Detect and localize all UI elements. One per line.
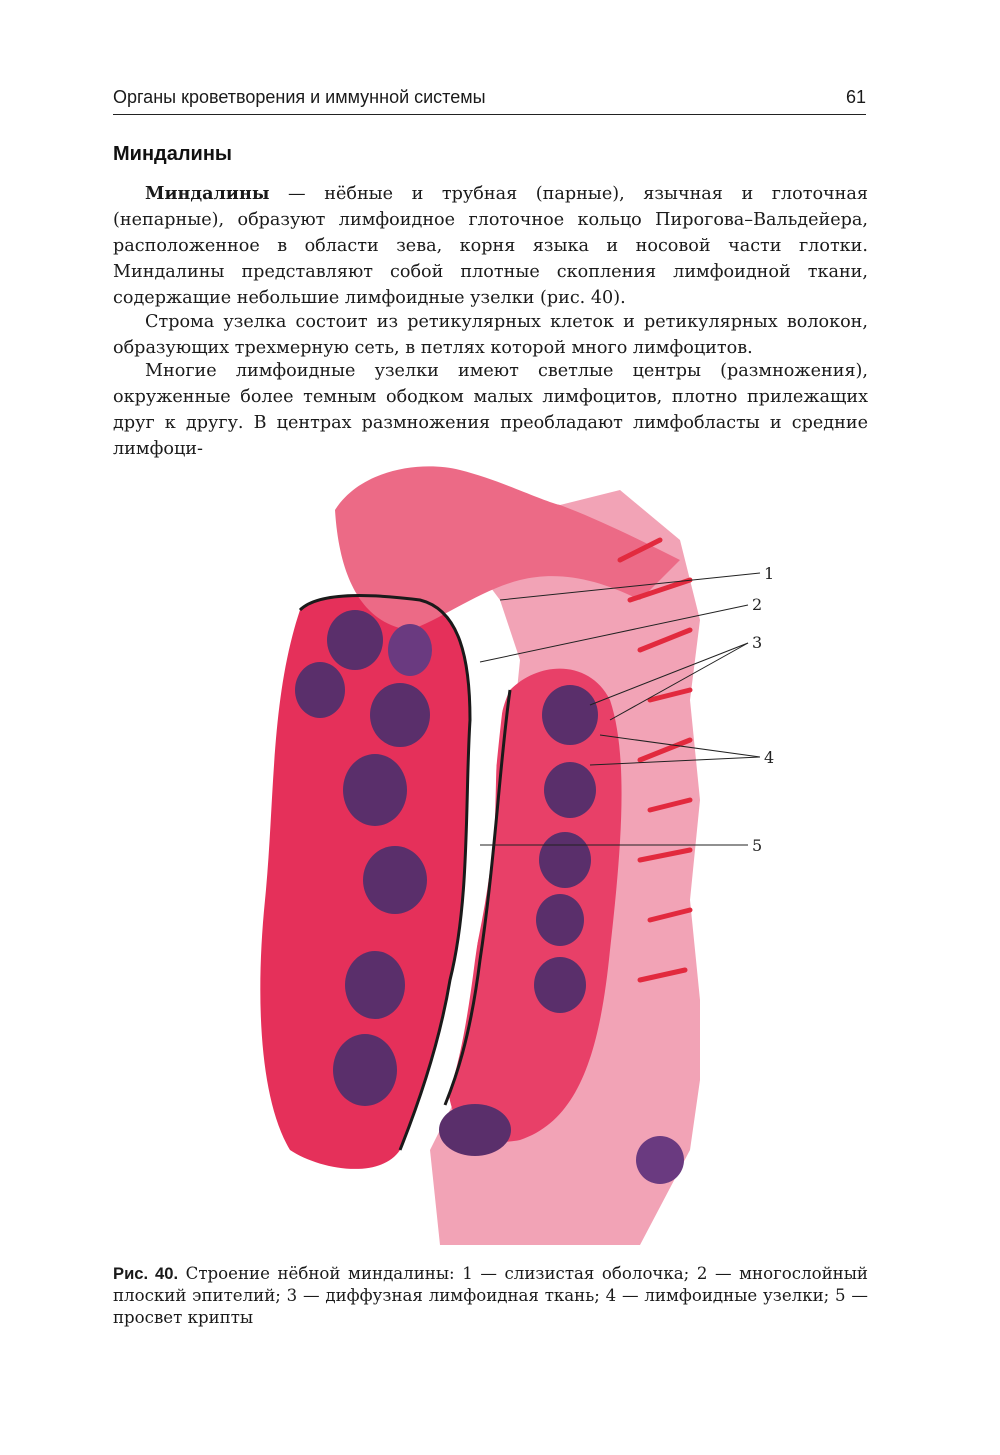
paragraph-1 — [113, 181, 868, 311]
figure-label-2: 2 — [752, 595, 763, 614]
section-title: Миндалины — [113, 143, 233, 165]
running-title: Органы кроветворения и иммунной системы — [113, 87, 486, 107]
figure-label-5: 5 — [752, 836, 763, 855]
paragraph-2-text: Строма узелка состоит из ретикулярных клеток и ретикулярных волокон, образующих трехмерную сеть, в петлях которой много лимфоцитов. — [113, 312, 868, 358]
figure-caption-text: Строение нёбной миндалины: 1 — слизистая оболочка; 2 — многослойный плоский эпителий; 3 — диффузная лимфоидная ткань; 4 — лимфоидные узелки; 5 — просвет крипты — [113, 1264, 868, 1327]
figure-caption — [113, 1263, 868, 1329]
paragraph-3-text: Многие лимфоидные узелки имеют светлые центры (размножения), окруженные более темным ободком малых лимфоцитов, плотно прилежащих друг к другу. В центрах размножения преобладают лимфобласты и средние лимфоци- — [113, 361, 868, 459]
figure-label-3: 3 — [752, 633, 763, 652]
page-number: 61 — [845, 87, 866, 107]
figure-label-4: 4 — [764, 748, 775, 767]
figure-label-1: 1 — [764, 564, 775, 583]
paragraph-1-lead: Миндалины — [145, 183, 270, 204]
figure-caption-label: Рис. 40. — [113, 1264, 179, 1283]
paragraph-2 — [113, 309, 868, 361]
paragraph-3 — [113, 358, 868, 462]
running-head — [113, 84, 866, 115]
tonsil-illustration — [240, 455, 800, 1247]
paragraph-1-text: — нёбные и трубная (парные), язычная и глоточная (непарные), образуют лимфоидное глоточное кольцо Пирогова–Вальдейера, расположенное в области зева, корня языка и носовой части глотки. Миндалины представляют собой плотные скопления лимфоидной ткани, содержащие небольшие лимфоидные узелки (рис. 40). — [113, 184, 868, 308]
